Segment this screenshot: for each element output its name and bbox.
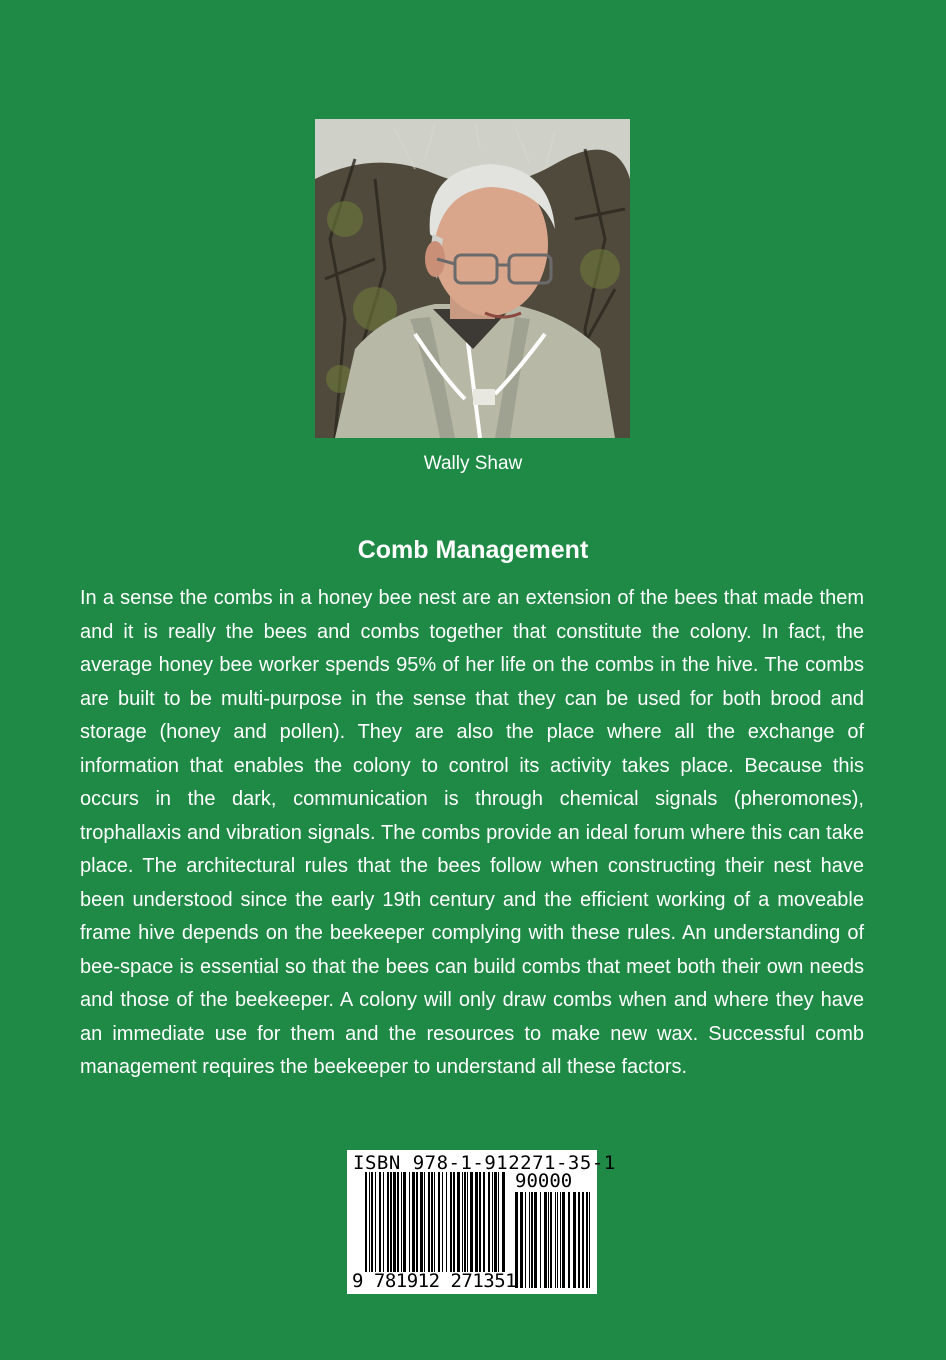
author-photo xyxy=(315,119,630,438)
price-code: 90000 xyxy=(515,1170,573,1192)
ean-digits: 9 781912 271351 xyxy=(352,1270,517,1292)
isbn-barcode xyxy=(347,1150,616,1294)
book-description: In a sense the combs in a honey bee nest are an extension of the bees that made them and it is really the bees and combs together that constitute the colony. In fact, the average honey bee worker spends 95% of her life on the combs in the hive. The combs are built to be multi-purpose in the sense that they can be used for both brood and storage (honey and pollen). They are also the place where all the exchange of information that enables the colony to control its activity takes place. Because this occurs in the dark, communication is through chemical signals (pheromones), trophallaxis and vibration signals. The combs provide an ideal forum where this can take place. The architectural rules that the bees follow when constructing their nest have been understood since the early 19th century and the efficient working of a moveable frame hive depends on the beekeeper complying with these rules. An understanding of bee-space is essential so that the bees can build combs that meet both their own needs and those of the beekeeper. A colony will only draw combs when and where they have an immediate use for them and the resources to make new wax. Successful comb management requires the beekeeper to understand all these factors. xyxy=(80,587,864,1078)
book-title: Comb Management xyxy=(357,536,589,564)
author-caption: Wally Shaw xyxy=(423,453,523,474)
isbn-label: ISBN 978-1-912271-35-1 xyxy=(353,1152,616,1174)
